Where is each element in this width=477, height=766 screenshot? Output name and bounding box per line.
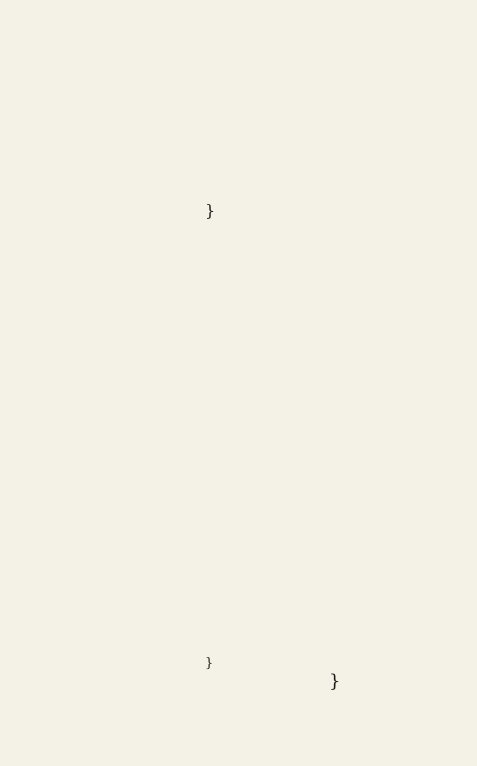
annotation-judgmental-era: } (205, 656, 214, 671)
annotation-pre-euphratic: } (205, 201, 216, 220)
annotation-thousand-years: } (329, 671, 341, 692)
